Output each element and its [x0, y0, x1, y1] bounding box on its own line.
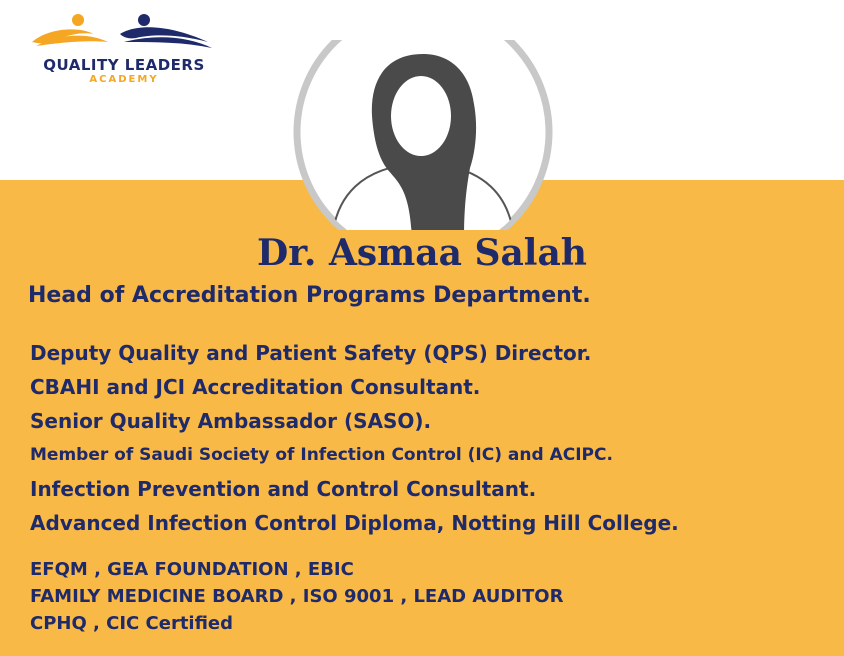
credential-item: Member of Saudi Society of Infection Control (IC) and ACIPC. — [30, 445, 613, 465]
certification-item: FAMILY MEDICINE BOARD , ISO 9001 , LEAD AUDITOR — [30, 586, 564, 607]
logo-subtitle: ACADEMY — [89, 74, 159, 85]
person-title: Head of Accreditation Programs Department. — [28, 283, 591, 308]
academy-logo — [28, 12, 228, 90]
profile-photo-frame — [288, 40, 558, 230]
hijab-avatar-icon — [288, 40, 558, 230]
certification-item: CPHQ , CIC Certified — [30, 613, 234, 634]
logo-title: QUALITY LEADERS — [43, 56, 205, 74]
credential-item: CBAHI and JCI Accreditation Consultant. — [30, 375, 481, 399]
credential-item: Senior Quality Ambassador (SASO). — [30, 409, 432, 433]
credential-item: Advanced Infection Control Diploma, Notting Hill College. — [30, 511, 679, 535]
credentials-list — [30, 338, 830, 542]
credential-item: Infection Prevention and Control Consultant. — [30, 477, 537, 501]
person-name: Dr. Asmaa Salah — [257, 232, 587, 274]
certifications-list — [30, 556, 830, 637]
credential-item: Deputy Quality and Patient Safety (QPS) Director. — [30, 341, 592, 365]
certification-item: EFQM , GEA FOUNDATION , EBIC — [30, 559, 354, 580]
logo-swoosh-icon — [28, 12, 220, 56]
